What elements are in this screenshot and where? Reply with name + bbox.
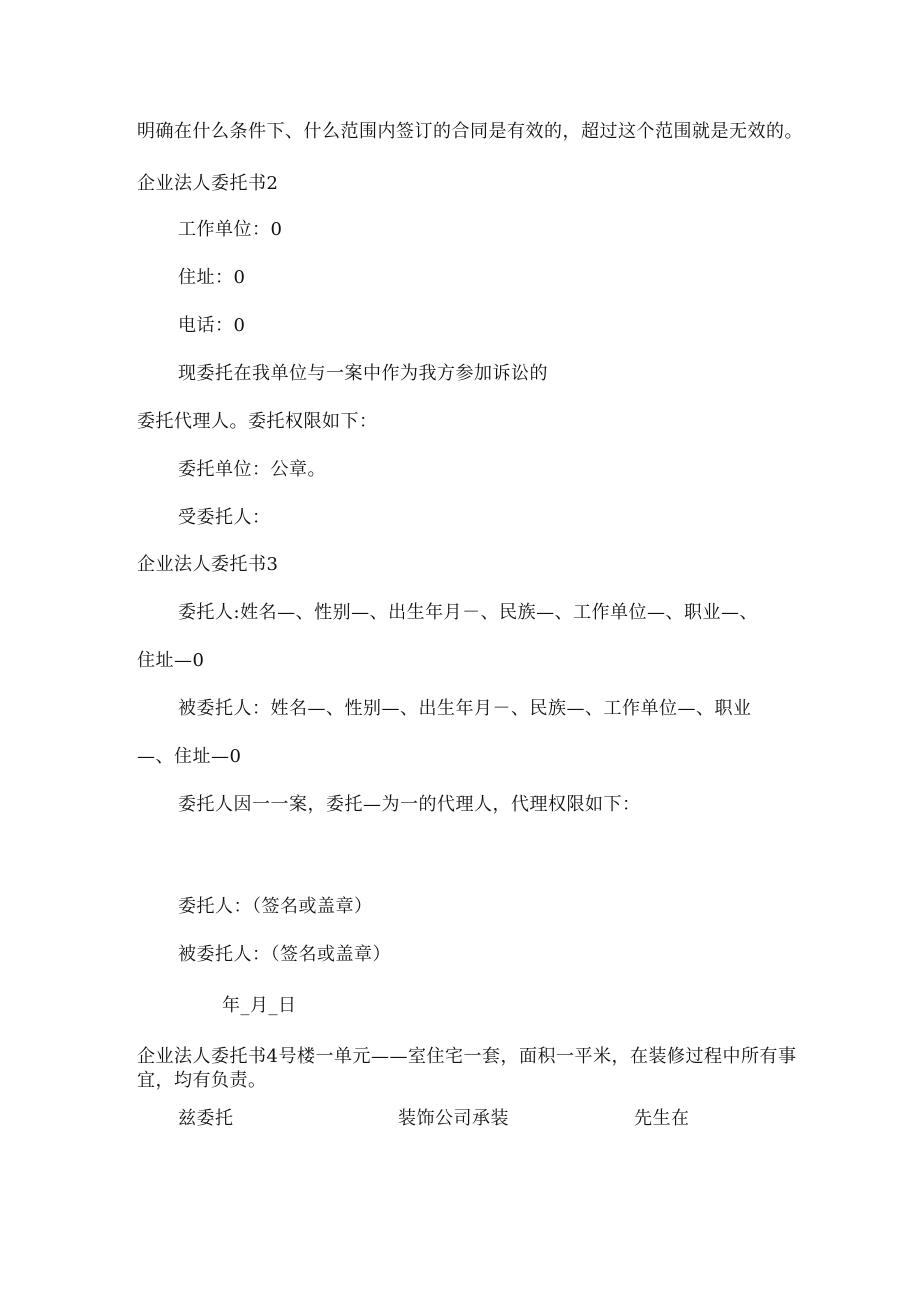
principal-signature-line: 委托人：（签名或盖章） (178, 896, 373, 917)
footer-col-entrust: 兹委托 (178, 1108, 234, 1129)
section-heading-4-paragraph: 企业法人委托书4号楼一单元——室住宅一套，面积一平米，在装修过程中所有事宜，均有负责。 (137, 1046, 797, 1091)
intro-paragraph: 明确在什么条件下、什么范围内签订的合同是有效的，超过这个范围就是无效的。 (137, 121, 803, 142)
section-heading-2: 企业法人委托书2 (137, 173, 279, 194)
principal-info-line: 委托人:姓名—、性别—、出生年月－、民族—、工作单位—、职业—、 (178, 602, 759, 623)
agent-signature-line: 被委托人：（签名或盖章） (178, 944, 391, 965)
work-unit-line: 工作单位：0 (178, 219, 283, 240)
date-line: 年_月_日 (222, 995, 297, 1016)
entrusting-unit-line: 委托单位：公章。 (178, 459, 326, 480)
entrust-statement-cont: 委托代理人。委托权限如下： (137, 411, 378, 432)
entrustee-line: 受委托人： (178, 507, 271, 528)
footer-col-company: 装饰公司承装 (398, 1108, 509, 1129)
entrust-statement: 现委托在我单位与一案中作为我方参加诉讼的 (178, 363, 548, 384)
authorization-statement: 委托人因一一案，委托—为一的代理人，代理权限如下： (178, 794, 641, 815)
principal-address-line: 住址—0 (137, 650, 205, 671)
section-heading-3: 企业法人委托书3 (137, 554, 279, 575)
agent-address-line: —、住址—0 (137, 746, 242, 767)
address-line: 住址：0 (178, 267, 246, 288)
phone-line: 电话：0 (178, 315, 246, 336)
agent-info-line: 被委托人：姓名—、性别—、出生年月－、民族—、工作单位—、职业 (178, 698, 752, 719)
footer-col-mister: 先生在 (634, 1108, 690, 1129)
